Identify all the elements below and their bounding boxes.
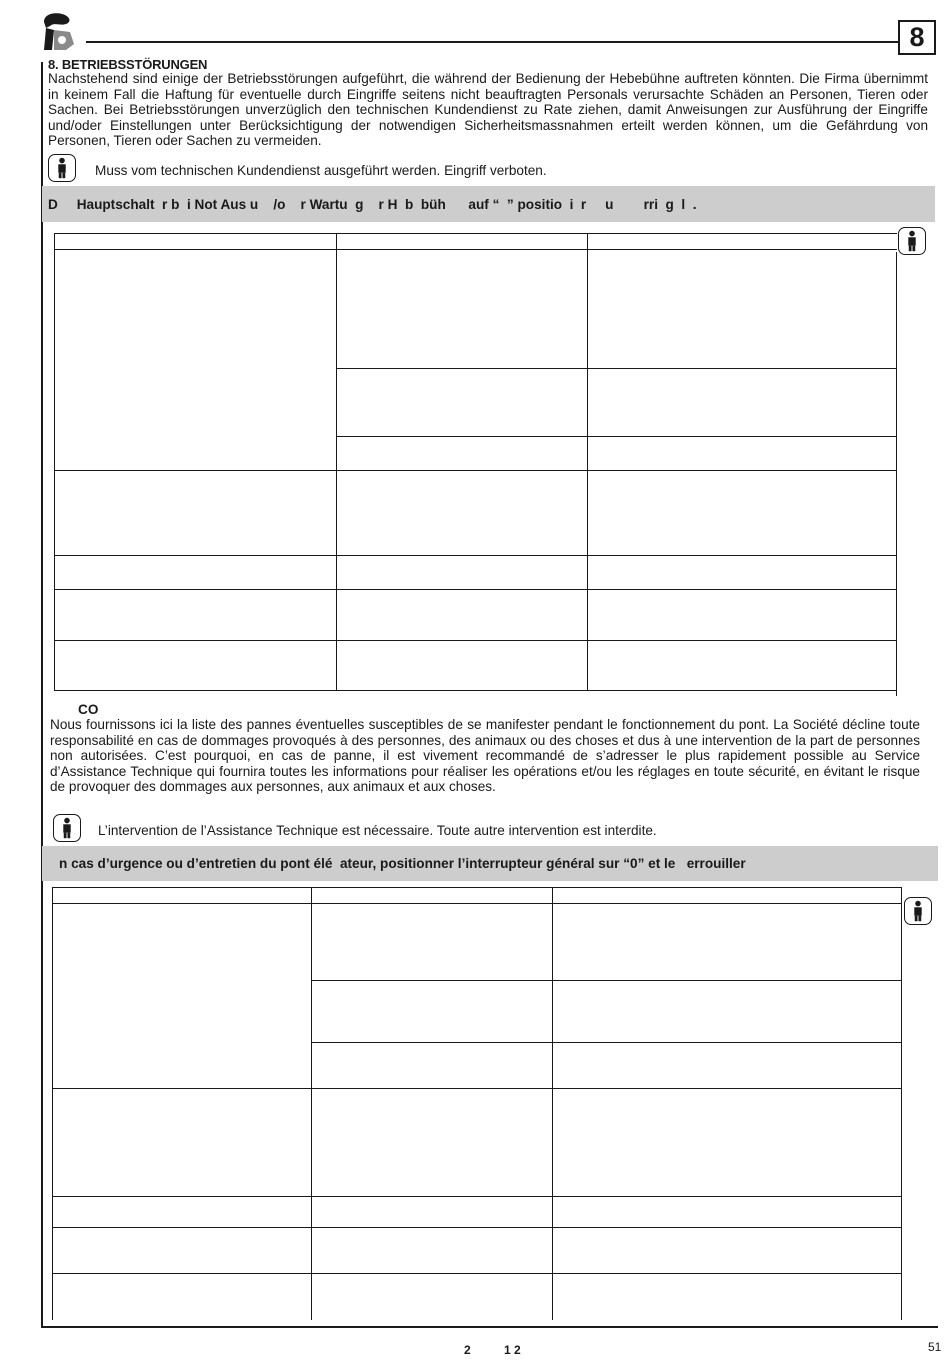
technician-note-fr: L’intervention de l’Assistance Technique est nécessaire. Toute autre intervention est interdite. [98,823,657,838]
page-number: 51 [928,1340,942,1354]
left-margin-rule [41,62,43,1327]
technician-icon [904,897,932,925]
intro-paragraph-de: Nachstehend sind einige der Betriebsstörungen aufgeführt, die während der Bedienung der Hebebühne auftreten könnten. Die Firma übernimmt in keinem Fall die Haftung für eventuelle durch Eingriffe seitens nicht beauftragten Personals verursachte Schäden an Personen, Tieren oder Sachen. Bei Betriebsstörungen unverzüglich den technischen Kundendienst zu Rate ziehen, damit Anweisungen zur Ausführung der Eingriffe und/oder Einstellungen unter Berücksichtigung der notwendigen Sicherheitsmassnahmen erteilt werden können, um die Gefährdung von Personen, Tieren oder Sachen zu vermeiden. [48,71,928,149]
document-code: 2 1 2 [464,1343,521,1357]
footer-rule [41,1326,938,1328]
warning-banner-text-de: D Hauptschalt r b i Not Aus u /o r Wartu g r H b büh auf “ ” positio i r u rri g l . [48,196,697,212]
header-rule [86,41,898,43]
technician-icon [53,814,81,842]
warning-banner-de [42,186,935,222]
warning-banner-fr [42,846,938,881]
technician-note-de: Muss vom technischen Kundendienst ausgeführt werden. Eingriff verboten. [95,163,547,178]
section-title-de: 8. BETRIEBSSTÖRUNGEN [48,57,208,72]
section-subtitle-fr: CO [78,702,99,717]
technician-icon [898,227,926,255]
chapter-number: 8 [898,20,936,55]
intro-paragraph-fr: Nous fournissons ici la liste des pannes éventuelles susceptibles de se manifester pendant le fonctionnement du pont. La Société décline toute responsabilité en cas de dommages provoqués à des personnes, des animaux ou des choses et dus à une intervention de la part de personnes non autorisées. C’est pourquoi, en cas de panne, il est vivement recommandé de s’adresser le plus rapidement possible au Service d’Assistance Technique qui fournira toutes les informations pour réaliser les opérations et/ou les réglages en toute sécurité, en évitant le risque de provoquer des dommages aux personnes, aux animaux et aux choses. [50,717,920,795]
warning-banner-text-fr: n cas d’urgence ou d’entretien du pont élé ateur, positionner l’interrupteur général sur “0” et le errouiller [59,856,746,871]
brand-logo-icon [40,10,78,52]
technician-icon [48,154,76,182]
